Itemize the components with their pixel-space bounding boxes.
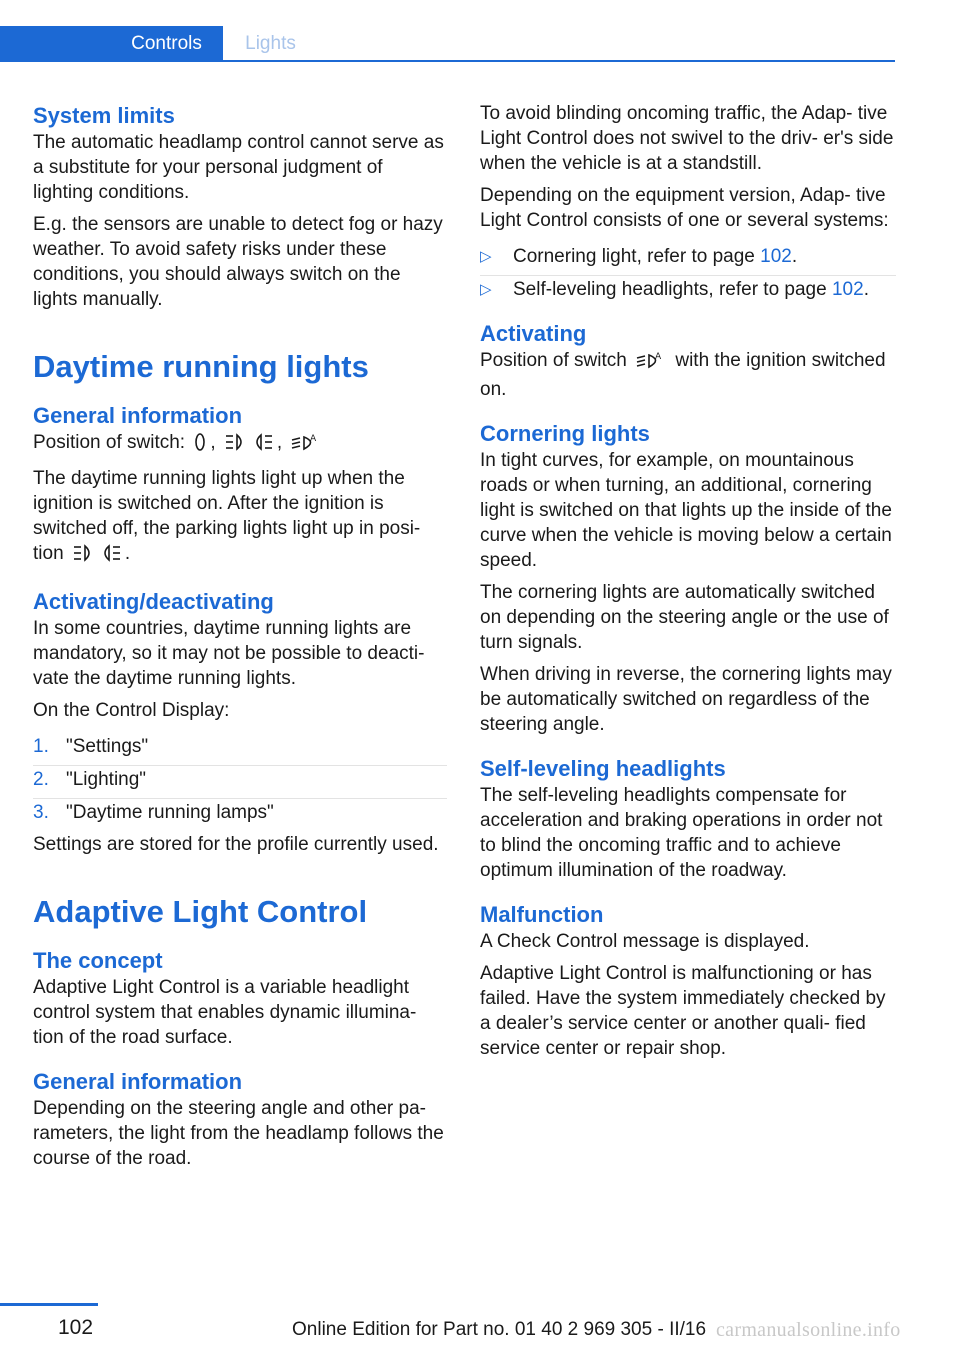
watermark: carmanualsonline.info <box>716 1319 901 1341</box>
switch-off-icon <box>194 432 206 459</box>
edition-text: Online Edition for Part no. 01 40 2 969 305 - II/16 <box>292 1319 707 1340</box>
footer-rule <box>0 1303 98 1306</box>
paragraph: E.g. the sensors are unable to detect fog or hazy weather. To avoid safety risks under these conditions, you should always switch on the lights manually. <box>33 214 443 310</box>
paragraph: In tight curves, for example, on mountainous roads or when turning, an additional, cornering light is switched on that lights up the inside of the curve when the vehicle is moving below a certain speed. <box>480 450 892 571</box>
parking-light-icon <box>225 432 273 459</box>
system-limits-heading: System limits <box>33 103 175 128</box>
concept-heading: The concept <box>33 948 163 973</box>
paragraph: In some countries, daytime running lights are mandatory, so it may not be possible to deacti‐ vate the daytime running lights. <box>33 618 425 689</box>
drl-heading: Daytime running lights <box>33 349 369 384</box>
page-number: 102 <box>58 1316 94 1339</box>
paragraph: The daytime running lights light up when the ignition is switched on. After the ignition is switched off, the parking lights light up in posi‐ tion . <box>33 466 447 570</box>
svg-text:A: A <box>655 352 662 362</box>
list-item: ▷ Self-leveling headlights, refer to page 102. <box>480 279 869 300</box>
list-item: 1. "Settings" <box>33 734 447 766</box>
paragraph: On the Control Display: <box>33 700 230 721</box>
paragraph: To avoid blinding oncoming traffic, the Adap‐ tive Light Control does not swivel to the driv‐ er's side when the vehicle is at a standstill. <box>480 103 894 174</box>
drl-general-heading: General information <box>33 403 243 428</box>
malfunction-heading: Malfunction <box>480 902 604 927</box>
cornering-heading: Cornering lights <box>480 421 650 446</box>
page-link[interactable]: 102 <box>831 279 864 300</box>
paragraph: A Check Control message is displayed. <box>480 931 810 952</box>
paragraph: The automatic headlamp control cannot serve as a substitute for your personal judgment of lighting conditions. <box>33 132 444 203</box>
right-column <box>480 101 896 1068</box>
self-leveling-heading: Self-leveling headlights <box>480 756 726 781</box>
alc-heading: Adaptive Light Control <box>33 894 368 929</box>
header-rule <box>0 60 895 62</box>
list-item: 2. "Lighting" <box>33 767 447 799</box>
paragraph: The self-leveling headlights compensate for acceleration and braking operations in order not to blind the oncoming traffic and to achieve optimum illumination of the roadway. <box>480 785 883 881</box>
paragraph: Adaptive Light Control is malfunctioning or has failed. Have the system immediately checked by a dealer’s service center or another quali‐ fied service center or repair shop. <box>480 963 886 1059</box>
list-item: ▷ Cornering light, refer to page 102. <box>480 244 896 276</box>
paragraph: Depending on the equipment version, Adap‐ tive Light Control consists of one or several systems: <box>480 185 889 231</box>
page-link[interactable]: 102 <box>760 246 792 267</box>
activating-deactivating-heading: Activating/deactivating <box>33 589 274 614</box>
paragraph: Depending on the steering angle and other pa‐ rameters, the light from the headlamp follows the course of the road. <box>33 1098 444 1169</box>
systems-list <box>480 244 896 308</box>
settings-steps-list <box>33 734 447 831</box>
tab-lights[interactable]: Lights <box>245 33 296 54</box>
list-item: 3. "Daytime running lamps" <box>33 802 274 823</box>
left-column <box>33 101 447 1178</box>
paragraph: Settings are stored for the profile currently used. <box>33 834 439 855</box>
activating-heading: Activating <box>480 321 587 346</box>
auto-headlight-icon <box>291 432 321 459</box>
triangle-bullet-icon: ▷ <box>480 281 492 298</box>
triangle-bullet-icon: ▷ <box>480 248 492 265</box>
paragraph: The cornering lights are automatically switched on depending on the steering angle or the use of turn signals. <box>480 582 889 653</box>
paragraph: When driving in reverse, the cornering lights may be automatically switched on regardless of the steering angle. <box>480 664 892 735</box>
paragraph: Adaptive Light Control is a variable headlight control system that enables dynamic illumina‐ tion of the road surface. <box>33 977 417 1048</box>
alc-general-heading: General information <box>33 1069 243 1094</box>
paragraph: Position of switch A with the ignition switched on. <box>480 350 886 400</box>
tab-controls[interactable]: Controls <box>0 26 223 62</box>
auto-headlight-icon <box>636 350 666 377</box>
parking-light-icon <box>73 543 121 570</box>
svg-text:A: A <box>310 434 317 444</box>
switch-position-line: Position of switch: , , A <box>33 430 447 459</box>
